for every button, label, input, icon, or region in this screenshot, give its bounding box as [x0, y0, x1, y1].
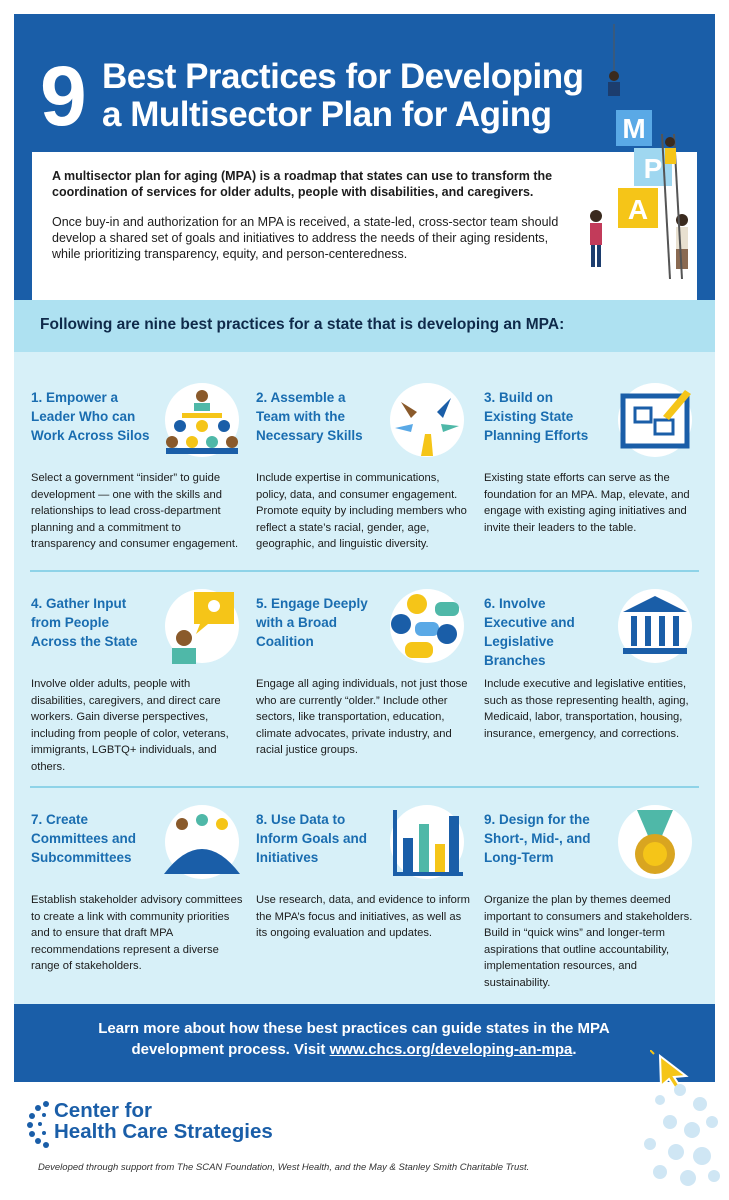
practice-title: 2. Assemble a Team with the Necessary Skills — [256, 390, 363, 443]
lead-in-text: Following are nine best practices for a state that is developing an MPA: — [40, 316, 565, 333]
practice-body: Establish stakeholder advisory committees to create a link with community priorities and to ensure that draft MPA recommendations represent a diverse range of stakeholders. — [31, 894, 243, 972]
chat-bubbles-icon — [381, 588, 473, 666]
person-top-icon — [665, 137, 676, 164]
practice-title: 1. Empower a Leader Who can Work Across Silos — [31, 390, 150, 443]
practice-body: Include expertise in communications, policy, data, and consumer engagement. Promote equity by including members who reflect a state’s racial, gender, age, geographic, and linguistic diversity. — [256, 472, 467, 550]
decorative-dots — [540, 1060, 720, 1190]
logo-line-1: Center for — [54, 1099, 152, 1122]
committee-icon — [156, 804, 248, 882]
practice-card-2 — [256, 388, 481, 598]
mpa-blocks-illustration — [574, 24, 694, 284]
blueprint-icon — [609, 382, 701, 460]
practice-body: Involve older adults, people with disabilities, caregivers, and direct care workers. Gain diverse perspectives, including from people of color, veterans, immigrants, LGBTQ+ individuals, and others. — [31, 678, 229, 773]
cta-suffix: . — [572, 1041, 577, 1058]
logo-line-2: Health Care Strategies — [54, 1120, 273, 1143]
person-hanging-icon — [608, 71, 620, 96]
meeting-icon — [156, 382, 248, 460]
practice-title: 9. Design for the Short-, Mid-, and Long-Term — [484, 812, 591, 865]
infographic-frame — [14, 14, 715, 1082]
practice-body: Organize the plan by themes deemed important to consumers and stakeholders. Build in “quick wins” and longer-term aspirations that outline accountability, implementation resources, and sustainability. — [484, 894, 693, 989]
row-divider — [30, 786, 699, 788]
cta-link[interactable]: www.chcs.org/developing-an-mpa — [329, 1041, 573, 1058]
idea-speech-icon — [156, 588, 248, 666]
letter-m: M — [622, 113, 646, 144]
title-line-2: a Multisector Plan for Aging — [102, 95, 552, 134]
practice-card-3 — [484, 388, 709, 598]
practices-grid — [14, 352, 715, 1004]
practice-card-6 — [484, 594, 709, 804]
practice-body: Select a government “insider” to guide development — one with the skills and relationships to lead cross-department planning and a commitment to transparency and consumer engagement. — [31, 472, 239, 550]
practice-body: Use research, data, and evidence to inform the MPA’s focus and initiatives, as well as its ongoing evaluation and updates. — [256, 894, 470, 939]
practice-card-1 — [31, 388, 256, 598]
intro-paragraph-1: A multisector plan for aging (MPA) is a roadmap that states can use to transform the coordination of services for older adults, people with disabilities, and caregivers. — [52, 169, 553, 199]
practice-title: 4. Gather Input from People Across the State — [31, 596, 138, 649]
person-left-icon — [590, 210, 602, 267]
hands-icon — [381, 382, 473, 460]
practice-body: Include executive and legislative entities, such as those representing health, aging, Medicaid, labor, transportation, housing, insurance, emergency, and corrections. — [484, 678, 689, 740]
medal-icon — [609, 804, 701, 882]
practice-body: Engage all aging individuals, not just those who are currently “older.” Include other sectors, like transportation, education, climate advocates, private industry, and racial justice groups. — [256, 678, 468, 756]
practice-card-9 — [484, 810, 709, 1020]
chcs-logo — [26, 1098, 273, 1155]
bar-chart-icon — [381, 804, 473, 882]
row-divider — [30, 570, 699, 572]
practice-title: 8. Use Data to Inform Goals and Initiatives — [256, 812, 368, 865]
person-right-icon — [676, 214, 688, 269]
logo-dots-icon — [26, 1098, 56, 1150]
letter-a: A — [627, 194, 649, 225]
cta-text — [54, 1018, 654, 1060]
intro-paragraph-2: Once buy-in and authorization for an MPA is received, a state-led, cross-sector team should develop a shared set of goals and initiatives to address the needs of their aging residents, while prioritizing transparency, equity, and person-centeredness. — [52, 215, 559, 261]
practice-title: 6. Involve Executive and Legislative Branches — [484, 596, 575, 668]
cta-prefix: Learn more about how these best practices can guide states in the MPA development process. Visit — [98, 1020, 610, 1058]
title-line-1: Best Practices for Developing — [102, 57, 584, 96]
practice-card-4 — [31, 594, 256, 804]
headline-number: 9 — [40, 49, 87, 143]
practice-title: 5. Engage Deeply with a Broad Coalition — [256, 596, 368, 649]
letter-p: P — [643, 153, 663, 184]
lead-in-band — [14, 300, 715, 352]
page-title — [102, 58, 584, 134]
practice-title: 7. Create Committees and Subcommittees — [31, 812, 137, 865]
logo-text — [54, 1100, 273, 1142]
practice-body: Existing state efforts can serve as the foundation for an MPA. Map, elevate, and engage with existing aging initiatives and invite their leaders to the table. — [484, 472, 690, 534]
practice-card-8 — [256, 810, 481, 1020]
government-building-icon — [609, 588, 701, 666]
practice-card-7 — [31, 810, 256, 1020]
practice-title: 3. Build on Existing State Planning Efforts — [484, 390, 589, 443]
practice-card-5 — [256, 594, 481, 804]
footer-credit: Developed through support from The SCAN Foundation, West Health, and the May & Stanley Smith Charitable Trust. — [38, 1162, 530, 1173]
